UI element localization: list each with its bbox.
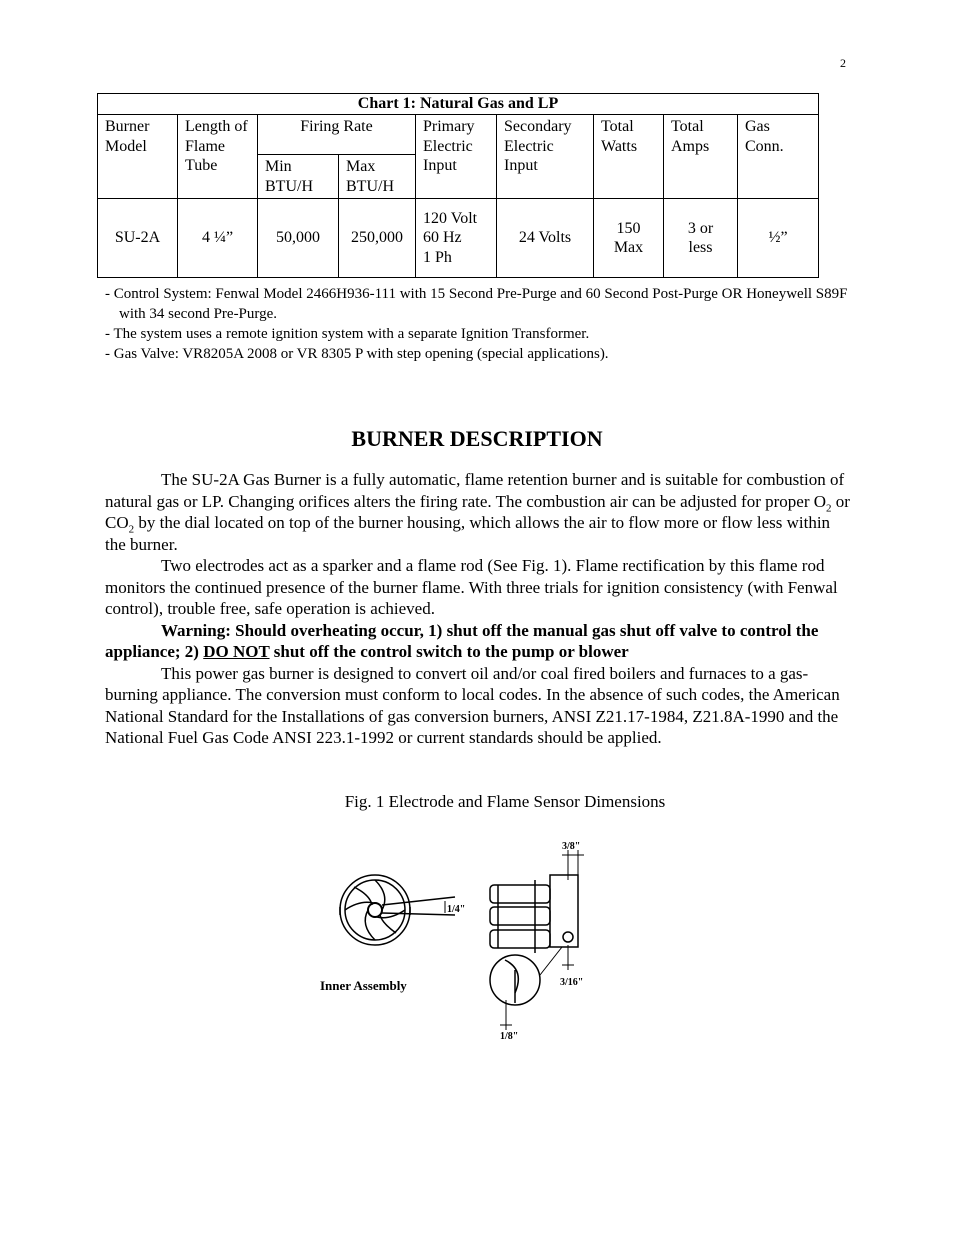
dim-one-eighth-label: 1/8" [500,1031,519,1042]
figure-caption: Fig. 1 Electrode and Flame Sensor Dimensions [344,792,666,811]
warning-do-not: DO NOT [203,642,270,661]
spec-table [97,93,819,278]
amps-line-1: 3 or [687,219,714,237]
primary-line-1: 120 Volt [423,209,478,227]
primary-line-2: 60 Hz [423,229,462,247]
paragraph-electrodes: Two electrodes act as a sparker and a flame rod (See Fig. 1). Flame rectification by this flame rod monitors the continued presence of the burner flame. With three trials for ignition consistency (with Fenwal control), trouble free, safe operation is achieved. [105,556,838,618]
header-gas-conn: Gas Conn. [738,115,819,199]
watts-line-1: 150 [616,219,641,237]
description-body [105,469,855,749]
overview-text-b: or CO [105,491,850,532]
header-max-btuh: Max BTU/H [339,155,416,199]
header-primary-electric-input: Primary Electric Input [416,115,497,199]
header-total-watts: Total Watts [594,115,664,199]
table-title: Chart 1: Natural Gas and LP [98,94,819,115]
cell-max-btuh: 250,000 [339,199,416,278]
cell-secondary-input: 24 Volts [497,199,594,278]
primary-line-3: 1 Ph [423,248,452,266]
section-heading: BURNER DESCRIPTION [351,426,603,451]
overview-text-a: The SU-2A Gas Burner is a fully automatic, flame retention burner and is suitable for combustion of natural gas or LP. Changing orifices alters the firing rate. The combustion air can be adjusted for proper O [105,470,845,511]
header-burner-model: Burner Model [98,115,178,199]
paragraph-conversion: This power gas burner is designed to convert oil and/or coal fired boilers and furnaces to a gas-burning appliance. The conversion must conform to local codes. In the absence of such codes, the American National Standard for the Installations of gas conversion burners, ANSI Z21.17-1984, Z21.8A-1990 and the National Fuel Gas Code ANSI 223.1-1992 or current standards should be applied. [105,663,840,747]
note-ignition: - The system uses a remote ignition system with a separate Ignition Transformer. [105,326,590,342]
cell-burner-model: SU-2A [98,199,178,278]
amps-line-2: less [688,239,713,256]
cell-total-watts [594,199,664,278]
watts-line-2: Max [613,239,644,256]
cell-total-amps [664,199,738,278]
notes-list [105,284,855,364]
cell-gas-conn: ½” [738,199,819,278]
cell-length: 4 ¼” [178,199,258,278]
header-length-flame-tube: Length of Flame Tube [178,115,258,199]
overview-text-c: by the dial located on top of the burner housing, which allows the air to flow more or flow less within the burner. [105,513,831,554]
header-secondary-electric-input: Secondary Electric Input [497,115,594,199]
note-gas-valve: - Gas Valve: VR8205A 2008 or VR 8305 P with step opening (special applications). [105,346,609,362]
page-number: 2 [840,56,846,70]
paragraph-warning [105,620,855,663]
paragraph-overview [105,469,855,555]
cell-primary-input [416,199,497,278]
table-row [98,199,819,278]
header-firing-rate: Firing Rate [258,115,416,155]
dim-three-eighths-label: 3/8" [562,841,581,852]
warning-text-a: Warning: Should overheating occur, 1) shut off the manual gas shut off valve to control the appliance; 2) [105,620,819,661]
cell-min-btuh: 50,000 [258,199,339,278]
dim-quarter-label: 1/4" [447,904,466,915]
electrode-figure [310,835,600,1050]
note-control-system: - Control System: Fenwal Model 2466H936-111 with 15 Second Pre-Purge and 60 Second Post-Purge OR Honeywell S89F with 34 second Pre-Purge. [105,286,848,322]
subscript-co2: 2 [128,523,135,536]
header-total-amps: Total Amps [664,115,738,199]
dim-three-sixteenths-label: 3/16" [560,977,584,988]
warning-text-b: shut off the control switch to the pump or blower [269,642,629,661]
subscript-o2: 2 [826,501,832,514]
electrode-diagram [310,835,600,1045]
header-min-btuh: Min BTU/H [258,155,339,199]
electrode-side-drawing [490,850,584,1030]
inner-assembly-label: Inner Assembly [320,978,407,993]
inner-assembly-drawing [340,875,455,945]
